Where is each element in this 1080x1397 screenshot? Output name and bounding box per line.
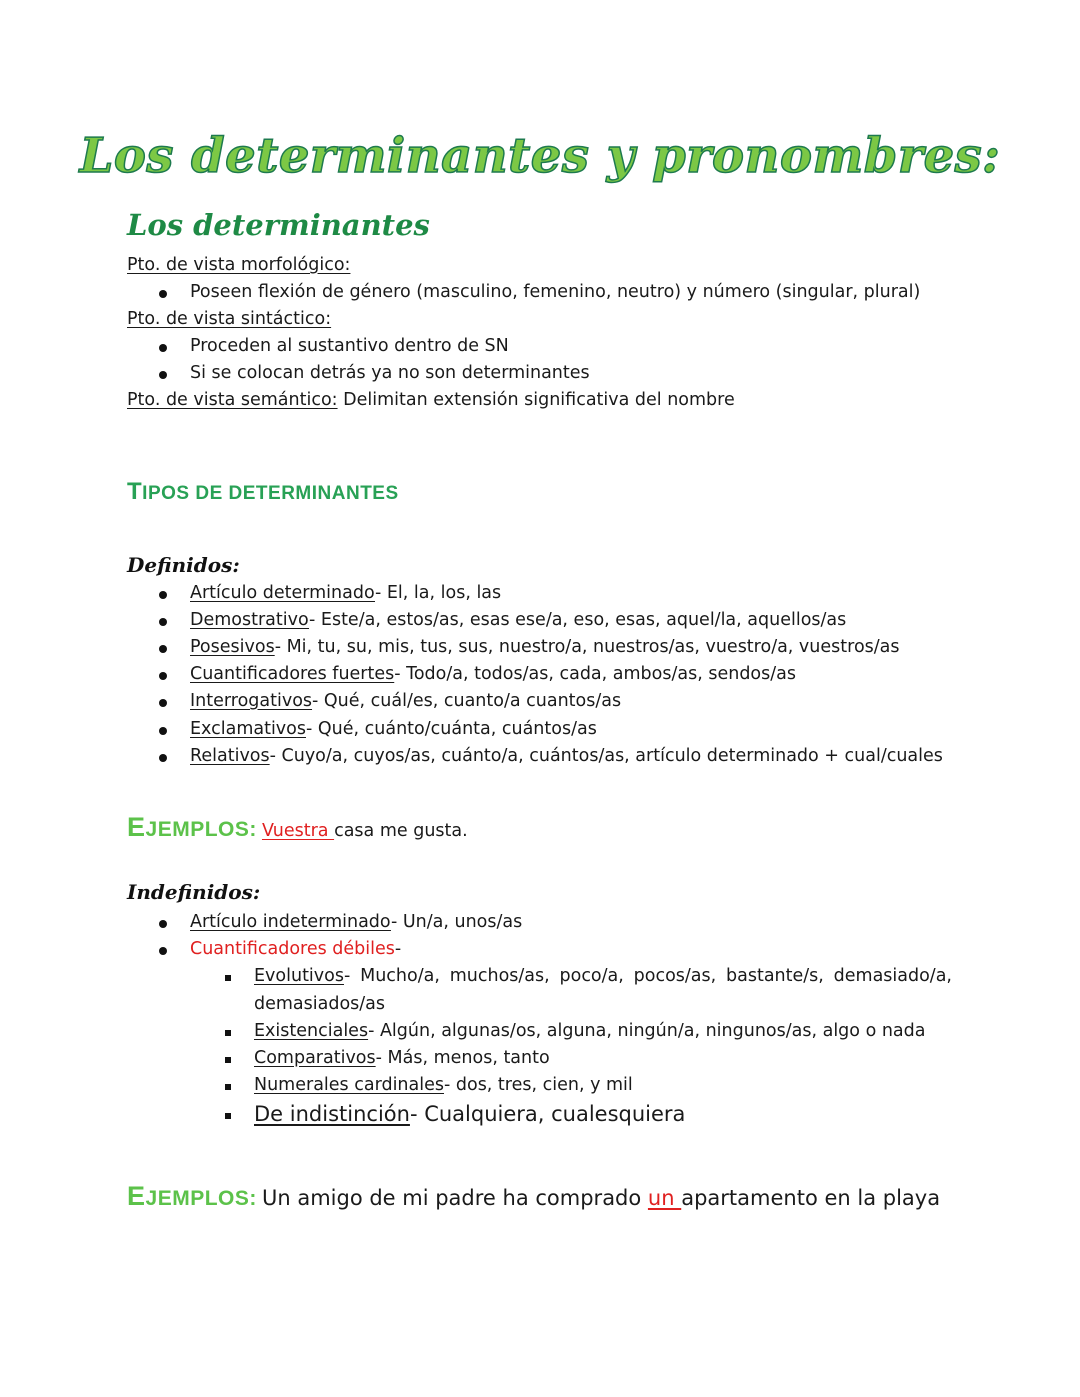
sub-item: Evolutivos- Mucho/a, muchos/as, poco/a, pocos/as, bastante/s, demasiado/a, bbox=[254, 966, 952, 986]
bullet-icon bbox=[159, 699, 167, 707]
ejemplo-highlight: Vuestra bbox=[261, 821, 335, 841]
sub-item: Numerales cardinales- dos, tres, cien, y mil bbox=[254, 1075, 633, 1095]
definidos-item: Cuantificadores fuertes- Todo/a, todos/as, cada, ambos/as, sendos/as bbox=[190, 664, 796, 684]
bullet-icon bbox=[159, 920, 167, 928]
definidos-heading: Definidos: bbox=[127, 553, 240, 577]
morfologico-item: Poseen flexión de género (masculino, femenino, neutro) y número (singular, plural) bbox=[190, 282, 921, 302]
bullet-icon bbox=[159, 618, 167, 626]
sintactico-item: Si se colocan detrás ya no son determinantes bbox=[190, 363, 590, 383]
square-bullet-icon bbox=[225, 1084, 231, 1090]
morfologico-label: Pto. de vista morfológico: bbox=[127, 255, 351, 275]
square-bullet-icon bbox=[225, 975, 231, 981]
bullet-icon bbox=[159, 727, 167, 735]
indefinidos-item: Cuantificadores débiles- bbox=[190, 939, 402, 959]
bullet-icon bbox=[159, 754, 167, 762]
semantico-text: Delimitan extensión significativa del nombre bbox=[343, 390, 735, 410]
sub-item: De indistinción- Cualquiera, cualesquiera bbox=[254, 1102, 686, 1126]
square-bullet-icon bbox=[225, 1030, 231, 1036]
semantico-label: Pto. de vista semántico: bbox=[127, 390, 338, 410]
bullet-icon bbox=[159, 591, 167, 599]
section-heading: Los determinantes bbox=[127, 208, 430, 242]
bullet-icon bbox=[159, 645, 167, 653]
definidos-item: Relativos- Cuyo/a, cuyos/as, cuánto/a, cuántos/as, artículo determinado + cual/cuales bbox=[190, 746, 943, 766]
ejemplo-text: casa me gusta. bbox=[334, 821, 468, 841]
sub-item: Comparativos- Más, menos, tanto bbox=[254, 1048, 550, 1068]
definidos-item: Exclamativos- Qué, cuánto/cuánta, cuántos/as bbox=[190, 719, 597, 739]
indefinidos-heading: Indefinidos: bbox=[127, 880, 261, 904]
sub-item: Existenciales- Algún, algunas/os, alguna, ningún/a, ningunos/as, algo o nada bbox=[254, 1021, 926, 1041]
bullet-icon bbox=[159, 344, 167, 352]
semantico-line bbox=[127, 390, 735, 410]
bullet-icon bbox=[159, 371, 167, 379]
tipos-heading bbox=[127, 478, 399, 506]
sub-item-cont: demasiados/as bbox=[254, 994, 386, 1014]
bullet-icon bbox=[159, 947, 167, 955]
definidos-item: Interrogativos- Qué, cuál/es, cuanto/a cuantos/as bbox=[190, 691, 622, 711]
indefinidos-item: Artículo indeterminado- Un/a, unos/as bbox=[190, 912, 523, 932]
page-title: Los determinantes y pronombres: bbox=[79, 128, 1001, 184]
ejemplo-text: apartamento en la playa bbox=[681, 1186, 941, 1210]
definidos-item: Artículo determinado- El, la, los, las bbox=[190, 583, 502, 603]
ejemplo-label: EJEMPLOS: bbox=[127, 812, 257, 842]
square-bullet-icon bbox=[225, 1113, 231, 1119]
sintactico-label: Pto. de vista sintáctico: bbox=[127, 309, 332, 329]
ejemplo-line bbox=[127, 812, 468, 843]
definidos-item: Posesivos- Mi, tu, su, mis, tus, sus, nuestro/a, nuestros/as, vuestro/a, vuestros/as bbox=[190, 637, 900, 657]
tipos-first: T bbox=[127, 478, 143, 505]
sintactico-item: Proceden al sustantivo dentro de SN bbox=[190, 336, 509, 356]
ejemplo-text: Un amigo de mi padre ha comprado bbox=[261, 1186, 648, 1210]
ejemplo-label: EJEMPLOS: bbox=[127, 1181, 257, 1211]
definidos-item: Demostrativo- Este/a, estos/as, esas ese/a, eso, esas, aquel/la, aquellos/as bbox=[190, 610, 847, 630]
tipos-rest: IPOS DE DETERMINANTES bbox=[142, 483, 399, 504]
bullet-icon bbox=[159, 290, 167, 298]
ejemplo-highlight: un bbox=[647, 1186, 682, 1210]
ejemplo-line bbox=[127, 1181, 940, 1212]
square-bullet-icon bbox=[225, 1057, 231, 1063]
bullet-icon bbox=[159, 672, 167, 680]
